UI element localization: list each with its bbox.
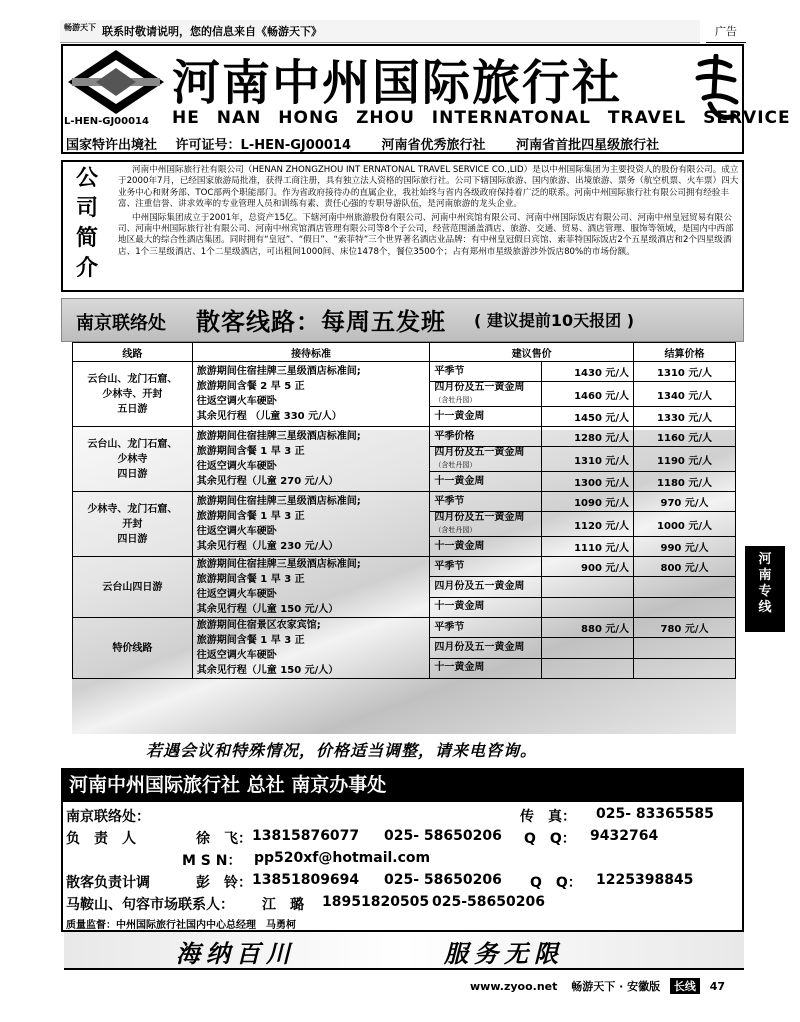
ma-name: 江 璐 — [262, 897, 304, 913]
sk-qq: 1225398845 — [596, 872, 694, 888]
head-phone: 025- 58650206 — [384, 828, 502, 844]
standard-line: 其余见行程（儿童 230 元/人） — [196, 541, 339, 552]
office-label: 南京联络处： — [66, 809, 150, 825]
period-label: 四月份及五一黄金周 — [434, 382, 525, 393]
sk-mobile: 13851809694 — [252, 872, 360, 888]
footer-publication: 畅游天下 · 安徽版 — [571, 980, 661, 993]
standard-line: 其余见行程 （儿童 330 元/人） — [196, 411, 342, 422]
company-title-en: HE NAN HONG ZHOU INTERNATONAL TRAVEL SERVICE — [172, 108, 791, 128]
period-label: 平季节 — [434, 365, 465, 377]
period-cell — [430, 407, 542, 427]
sk-label: 散客负责计调 — [66, 875, 150, 891]
route-line: 四日游 — [117, 468, 148, 480]
ma-mobile: 18951820505 — [322, 894, 430, 910]
page-number: 47 — [709, 980, 726, 993]
route-band — [61, 298, 744, 342]
period-cell — [430, 537, 542, 557]
company-title-cn: 河南中州国际旅行社 — [172, 55, 623, 111]
standard-cell — [192, 618, 430, 679]
header-settle-price: 结算价格 — [634, 343, 736, 362]
ma-phone: 025-58650206 — [432, 894, 545, 910]
intro-label-char: 公 — [75, 166, 98, 191]
period-cell — [430, 557, 542, 577]
contact-heading: 河南中州国际旅行社 总社 南京办事处 — [61, 768, 744, 802]
standard-line: 旅游期间住宿挂牌三星级酒店标准间; — [196, 431, 361, 442]
period-note: （含牡丹园） — [434, 526, 477, 534]
quality-supervision: 质量监督：中州国际旅行社国内中心总经理 马勇柯 — [66, 920, 296, 931]
settle-price-cell: 1330 元/人 — [634, 407, 736, 427]
route-line: 少林寺、开封 — [102, 388, 163, 400]
period-cell — [430, 597, 542, 617]
period-cell — [430, 618, 542, 638]
period-label: 十一黄金周 — [434, 601, 485, 613]
table-row — [73, 427, 736, 447]
suggested-price-cell: 1460 元/人 — [542, 382, 634, 407]
standard-line: 其余见行程（儿童 270 元/人） — [196, 476, 339, 487]
office-name: 南京联络处 — [76, 313, 166, 334]
standard-line: 其余见行程（儿童 150 元/人） — [196, 604, 339, 615]
suggested-price-cell: 880 元/人 — [542, 618, 634, 638]
period-label: 十一黄金周 — [434, 662, 485, 674]
route-line: 少林寺 — [117, 453, 148, 465]
standard-line: 旅游期间含餐 1 早 3 正 — [196, 446, 305, 457]
route-line: 四日游 — [117, 533, 148, 545]
head-name: 徐 飞： — [196, 831, 252, 847]
settle-price-cell: 1310 元/人 — [634, 362, 736, 382]
intro-paragraph: 中州国际集团成立于2001年，总资产15亿。下辖河南中州旅游股份有限公司、河南中州宾馆有限公司、河南中州国际饭店有限公司、河南中州皇冠贸易有限公司、河南中州国际旅行社有限公司、河南中州宾馆酒店管理有限公司等8个子公司，经营范围涵盖酒店、旅游、交通、贸易、酒店管理、服饰等领域，是国内中西部地区最大的综合性酒店集团。同时拥有“皇冠”、“假日”、“索菲特”三个世界著名酒店业品牌：有中州皇冠假日宾馆、索菲特国际饭店2个五星级酒店和2个四星级酒店、1个三星级酒店、1个二星级酒店，可出租间1000间、床位1478个，餐位3500个；占有郑州市星级旅游涉外饭店80%的市场份额。 — [118, 212, 734, 257]
sk-phone: 025- 58650206 — [384, 872, 502, 888]
head-label: 负 责 人 — [66, 831, 136, 847]
side-tab-char: 线 — [758, 600, 772, 615]
standard-line: 旅游期间含餐 2 早 5 正 — [196, 381, 305, 392]
notice-text: 联系时敬请说明，您的信息来自《畅游天下》 — [102, 25, 322, 38]
intro-label-char: 介 — [75, 256, 98, 281]
side-tab-henan-line — [745, 546, 785, 632]
table-row — [73, 618, 736, 638]
calligraphy-text — [690, 54, 691, 55]
msn-link[interactable]: pp520xf@hotmail.com — [254, 850, 431, 866]
header-suggested-price: 建议售价 — [430, 343, 634, 362]
period-cell — [430, 447, 542, 472]
license-small: L-HEN-GJ00014 — [64, 116, 149, 127]
publication-logo: 畅游天下 — [64, 23, 96, 32]
slogan-banner — [64, 932, 744, 970]
ma-label: 马鞍山、句容市场联系人： — [66, 897, 234, 913]
page-footer — [470, 978, 725, 994]
route-line: 开封 — [122, 518, 143, 530]
standard-cell — [192, 362, 430, 427]
suggested-price-cell: 1280 元/人 — [542, 427, 634, 447]
period-label: 四月份及五一黄金周 — [434, 447, 525, 458]
standard-line: 旅游期间含餐 1 早 3 正 — [196, 635, 305, 646]
period-cell — [430, 472, 542, 492]
period-cell — [430, 658, 542, 678]
route-cell — [73, 427, 193, 492]
header-route: 线路 — [73, 343, 193, 362]
intro-label-char: 简 — [75, 226, 98, 251]
qq-label-2: Q Q： — [530, 875, 582, 891]
suggested-price-cell — [542, 658, 634, 678]
license-line — [66, 134, 659, 153]
period-label: 十一黄金周 — [434, 475, 485, 487]
standard-line: 旅游期间住宿挂牌三星级酒店标准间; — [196, 559, 361, 570]
period-label: 平季价格 — [434, 430, 475, 442]
period-cell — [430, 427, 542, 447]
route-line: 云台山、龙门石窟、 — [87, 438, 178, 450]
intro-label — [63, 164, 111, 288]
suggested-price-cell: 1450 元/人 — [542, 407, 634, 427]
suggested-price-cell: 1090 元/人 — [542, 492, 634, 512]
route-cell — [73, 492, 193, 557]
settle-price-cell: 970 元/人 — [634, 492, 736, 512]
standard-line: 旅游期间住宿景区农家宾馆; — [196, 620, 321, 631]
qq-label: Q Q： — [524, 831, 576, 847]
route-line: 云台山、龙门石窟、 — [87, 373, 178, 385]
route-title: 散客线路：每周五发班 — [196, 308, 446, 336]
period-label: 平季节 — [434, 560, 465, 572]
slogan-left: 海纳百川 — [176, 940, 296, 968]
period-label: 四月份及五一黄金周 — [434, 512, 525, 523]
period-note: （含牡丹园） — [434, 396, 477, 404]
standard-cell — [192, 492, 430, 557]
period-cell — [430, 577, 542, 597]
route-cell — [73, 557, 193, 618]
settle-price-cell — [634, 658, 736, 678]
table-row — [73, 557, 736, 577]
standard-line: 往返空调火车硬卧 — [196, 589, 277, 600]
top-notice-bar — [60, 20, 700, 43]
suggested-price-cell — [542, 638, 634, 658]
table-header-row — [73, 343, 736, 362]
license-item: 河南省优秀旅行社 — [381, 138, 486, 153]
route-line: 云台山四日游 — [102, 581, 163, 593]
route-cell — [73, 362, 193, 427]
side-tab-char: 河 — [758, 552, 772, 567]
company-emblem-icon — [66, 48, 166, 116]
side-tab-char: 专 — [758, 584, 772, 599]
license-item: 许可证号：L-HEN-GJ00014 — [175, 138, 351, 153]
route-line: 少林寺、龙门石窟、 — [87, 503, 178, 515]
sk-name: 彭 铃： — [196, 875, 252, 891]
period-cell — [430, 362, 542, 382]
side-tab-char: 南 — [758, 568, 772, 583]
settle-price-cell: 1160 元/人 — [634, 427, 736, 447]
license-item: 河南省首批四星级旅行社 — [516, 138, 660, 153]
settle-price-cell: 800 元/人 — [634, 557, 736, 577]
settle-price-cell: 1000 元/人 — [634, 512, 736, 537]
standard-line: 旅游期间住宿挂牌三星级酒店标准间; — [196, 496, 361, 507]
settle-price-cell: 1180 元/人 — [634, 472, 736, 492]
table-row — [73, 492, 736, 512]
period-label: 四月份及五一黄金周 — [434, 580, 525, 592]
settle-price-cell: 1340 元/人 — [634, 382, 736, 407]
suggested-price-cell: 1120 元/人 — [542, 512, 634, 537]
settle-price-cell: 1190 元/人 — [634, 447, 736, 472]
period-label: 十一黄金周 — [434, 540, 485, 552]
footer-url[interactable]: www.zyoo.net — [470, 980, 558, 993]
settle-price-cell — [634, 577, 736, 597]
standard-line: 旅游期间含餐 1 早 3 正 — [196, 574, 305, 585]
fax-label: 传 真： — [520, 809, 576, 825]
msn-label: M S N： — [182, 853, 242, 869]
settle-price-cell — [634, 597, 736, 617]
standard-line: 往返空调火车硬卧 — [196, 526, 277, 537]
suggested-price-cell: 1110 元/人 — [542, 537, 634, 557]
slogan-right: 服务无限 — [444, 940, 564, 968]
standard-line: 旅游期间住宿挂牌三星级酒店标准间; — [196, 366, 361, 377]
table-row — [73, 362, 736, 382]
intro-text — [118, 165, 740, 260]
settle-price-cell: 990 元/人 — [634, 537, 736, 557]
footer-badge: 长线 — [670, 978, 700, 994]
ad-label: 广告 — [706, 22, 746, 43]
period-cell — [430, 638, 542, 658]
route-price-table — [72, 342, 736, 734]
suggested-price-cell: 1310 元/人 — [542, 447, 634, 472]
suggested-price-cell: 900 元/人 — [542, 557, 634, 577]
route-cell — [73, 618, 193, 679]
period-label: 四月份及五一黄金周 — [434, 641, 525, 653]
head-qq: 9432764 — [590, 828, 659, 844]
standard-line: 往返空调火车硬卧 — [196, 396, 277, 407]
standard-line: 往返空调火车硬卧 — [196, 650, 277, 661]
period-cell — [430, 512, 542, 537]
route-line: 特价线路 — [112, 642, 153, 654]
intro-paragraph: 河南中州国际旅行社有限公司（HENAN ZHONGZHOU INT ERNATONAL TRAVEL SERVICE CO.,LID）是以中州国际集团为主要投资人的股份有限公司。成立于2000年7月，已经国家旅游局批准，获得工商注册，具有独立法人资格的国际旅行社。公司下辖国际旅游、国内旅游、出境旅游、票务（航空机票、火车票）四大业务中心和财务部、TOC部两个职能部门。作为省政府接待办的直属企业，我社始终与省内各级政府保持着广泛的联系。河南中州国际旅行社有限公司拥有经验丰富、注重信誉、讲求效率的专业管理人员和训练有素、责任心强的专职导游队伍，是河南旅游的龙头企业。 — [118, 165, 739, 210]
booking-advice: ( 建议提前10天报团 ) — [474, 311, 635, 330]
standard-line: 其余见行程（儿童 150 元/人） — [196, 665, 339, 676]
suggested-price-cell — [542, 597, 634, 617]
fax-number: 025- 83365585 — [596, 806, 714, 822]
intro-label-char: 司 — [75, 196, 98, 221]
standard-cell — [192, 427, 430, 492]
suggested-price-cell: 1430 元/人 — [542, 362, 634, 382]
license-item: 国家特许出境社 — [66, 138, 158, 153]
period-cell — [430, 382, 542, 407]
period-label: 平季节 — [434, 495, 465, 507]
header-standard: 接待标准 — [192, 343, 430, 362]
period-cell — [430, 492, 542, 512]
settle-price-cell — [634, 638, 736, 658]
settle-price-cell: 780 元/人 — [634, 618, 736, 638]
period-label: 十一黄金周 — [434, 410, 485, 422]
suggested-price-cell — [542, 577, 634, 597]
suggested-price-cell: 1300 元/人 — [542, 472, 634, 492]
standard-line: 往返空调火车硬卧 — [196, 461, 277, 472]
standard-cell — [192, 557, 430, 618]
head-mobile: 13815876077 — [252, 828, 360, 844]
route-line: 五日游 — [117, 403, 148, 415]
period-label: 平季节 — [434, 621, 465, 633]
standard-line: 旅游期间含餐 1 早 3 正 — [196, 511, 305, 522]
period-note: （含牡丹园） — [434, 461, 477, 469]
price-note: 若遇会议和特殊情况，价格适当调整，请来电咨询。 — [146, 741, 538, 760]
